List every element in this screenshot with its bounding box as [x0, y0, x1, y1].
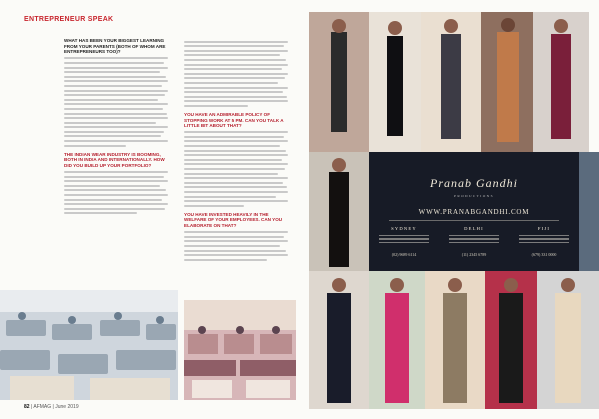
paragraph-block	[64, 171, 168, 214]
fashion-photo	[309, 271, 369, 409]
ad-phone-2: (11) 2345 6789	[461, 252, 487, 257]
ad-city-2: DELHI	[464, 226, 484, 231]
paragraph-block	[184, 41, 288, 107]
text-column-1	[64, 38, 168, 219]
ad-phone-3: (679) 331 0000	[531, 252, 557, 257]
fashion-photo	[421, 12, 481, 152]
fashion-photo	[533, 12, 589, 152]
fashion-photo	[485, 271, 537, 409]
ad-website[interactable]: WWW.PRANABGANDHI.COM	[418, 208, 530, 216]
paragraph-block	[64, 57, 168, 146]
fashion-photo	[481, 12, 533, 152]
paragraph-block	[184, 131, 288, 207]
fashion-photo	[369, 271, 425, 409]
fashion-photo	[425, 271, 485, 409]
question-heading-1: WHAT HAS BEEN YOUR BIGGEST LEARNING FROM YOUR PARENTS (BOTH OF WHOM ARE ENTREPRENEURS TOO)?	[64, 38, 166, 55]
paragraph-block	[184, 231, 288, 261]
ad-brand-logo: Pranab Gandhi	[430, 176, 518, 190]
ad-divider	[389, 220, 559, 221]
ad-address-3	[509, 233, 579, 245]
fashion-photo	[579, 152, 599, 271]
issue-date: June 2019	[55, 404, 79, 410]
ad-address-1	[369, 233, 439, 245]
question-heading-2: THE INDIAN WEAR INDUSTRY IS BOOMING, BOTH IN INDIA AND INTERNATIONALLY. HOW DID YOU BUILD UP YOUR PORTFOLIO?	[64, 151, 165, 168]
fashion-photo	[309, 12, 369, 152]
page-number: 82	[24, 404, 30, 410]
page-footer: 82 | AFMAG | June 2019	[24, 404, 79, 410]
ad-city-3: FIJI	[537, 226, 551, 231]
text-column-2	[184, 38, 288, 266]
fashion-photo	[537, 271, 599, 409]
ad-phone-1: (02) 9689 6114	[391, 252, 417, 257]
ad-city-1: SYDNEY	[391, 226, 417, 231]
question-heading-4: YOU HAVE INVESTED HEAVILY IN THE WELFARE OF YOUR EMPLOYEES. CAN YOU ELABORATE ON THAT?	[184, 211, 283, 228]
workshop-photo-2	[184, 300, 296, 400]
question-heading-3: YOU HAVE AN ADMIRABLE POLICY OF STOPPING WORK AT 5 PM. CAN YOU TALK A LITTLE BIT ABOUT THAT?	[184, 111, 284, 129]
fashion-photo	[369, 12, 421, 152]
section-label: ENTREPRENEUR SPEAK	[24, 16, 114, 23]
magazine-name: AFMAG	[33, 404, 52, 410]
pranab-gandhi-advertisement	[369, 152, 579, 271]
workshop-photo-1	[0, 290, 178, 400]
ad-subtitle: PRODUCTIONS	[454, 194, 494, 198]
ad-address-2	[439, 233, 509, 245]
fashion-photo	[309, 152, 369, 271]
